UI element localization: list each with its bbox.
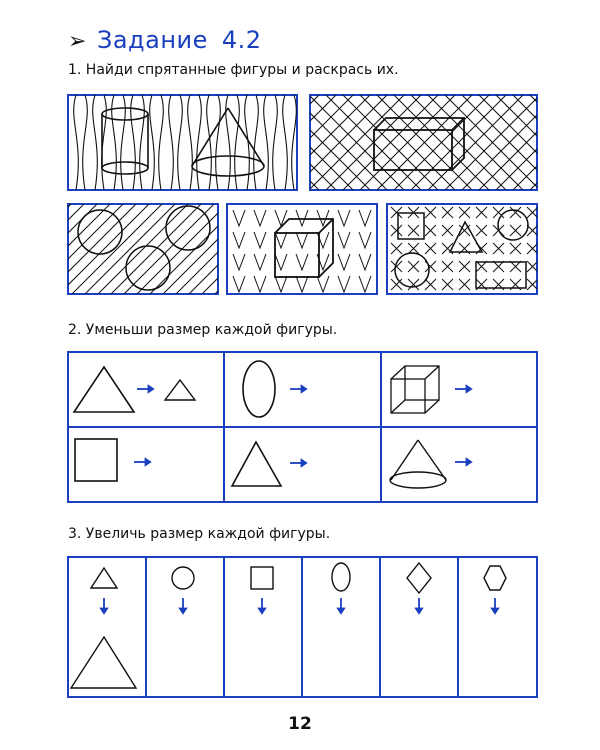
hidden-shapes-box-1[interactable] <box>68 95 297 190</box>
down-arrow-icon <box>415 598 423 614</box>
right-arrow-icon <box>134 458 151 466</box>
enlarge-small-ellipse[interactable] <box>332 563 350 591</box>
enlarge-small-square[interactable] <box>251 567 273 589</box>
hidden-shapes-box-5[interactable] <box>387 204 538 294</box>
arrowhead-bullet-icon: ➢ <box>68 29 87 54</box>
page-number: 12 <box>288 714 312 734</box>
right-arrow-icon <box>455 458 472 466</box>
down-arrow-icon <box>258 598 266 614</box>
reduce-cell-triangle[interactable] <box>74 367 195 412</box>
enlarge-small-rhombus[interactable] <box>407 563 431 593</box>
section1-instruction: 1. Найди спрятанные фигуры и раскрась их. <box>68 62 399 78</box>
hidden-shapes-box-4[interactable] <box>227 204 377 294</box>
right-arrow-icon <box>455 385 472 393</box>
reduce-cell-triangle-2[interactable] <box>232 442 281 486</box>
enlarge-grid <box>68 557 537 697</box>
task-title-label: Задание <box>96 26 208 54</box>
right-arrow-icon <box>290 459 307 467</box>
enlarge-big-triangle <box>71 637 136 688</box>
reduce-cell-cone[interactable] <box>390 440 446 488</box>
enlarge-small-triangle[interactable] <box>91 568 117 588</box>
task-number: 4.2 <box>221 26 262 54</box>
reduce-cell-square[interactable] <box>75 439 117 481</box>
right-arrow-icon <box>137 385 154 393</box>
reduce-cell-cube[interactable] <box>391 366 439 413</box>
right-arrow-icon <box>290 385 307 393</box>
section3-instruction: 3. Увеличь размер каждой фигуры. <box>68 526 331 542</box>
reduce-cell-ellipse[interactable] <box>243 361 275 417</box>
reduce-grid <box>68 352 537 502</box>
down-arrow-icon <box>100 598 108 614</box>
section2-instruction: 2. Уменьши размер каждой фигуры. <box>68 322 338 338</box>
down-arrow-icon <box>491 598 499 614</box>
down-arrow-icon <box>179 598 187 614</box>
down-arrow-icon <box>337 598 345 614</box>
enlarge-small-circle[interactable] <box>172 567 194 589</box>
enlarge-small-hexagon[interactable] <box>484 566 506 590</box>
